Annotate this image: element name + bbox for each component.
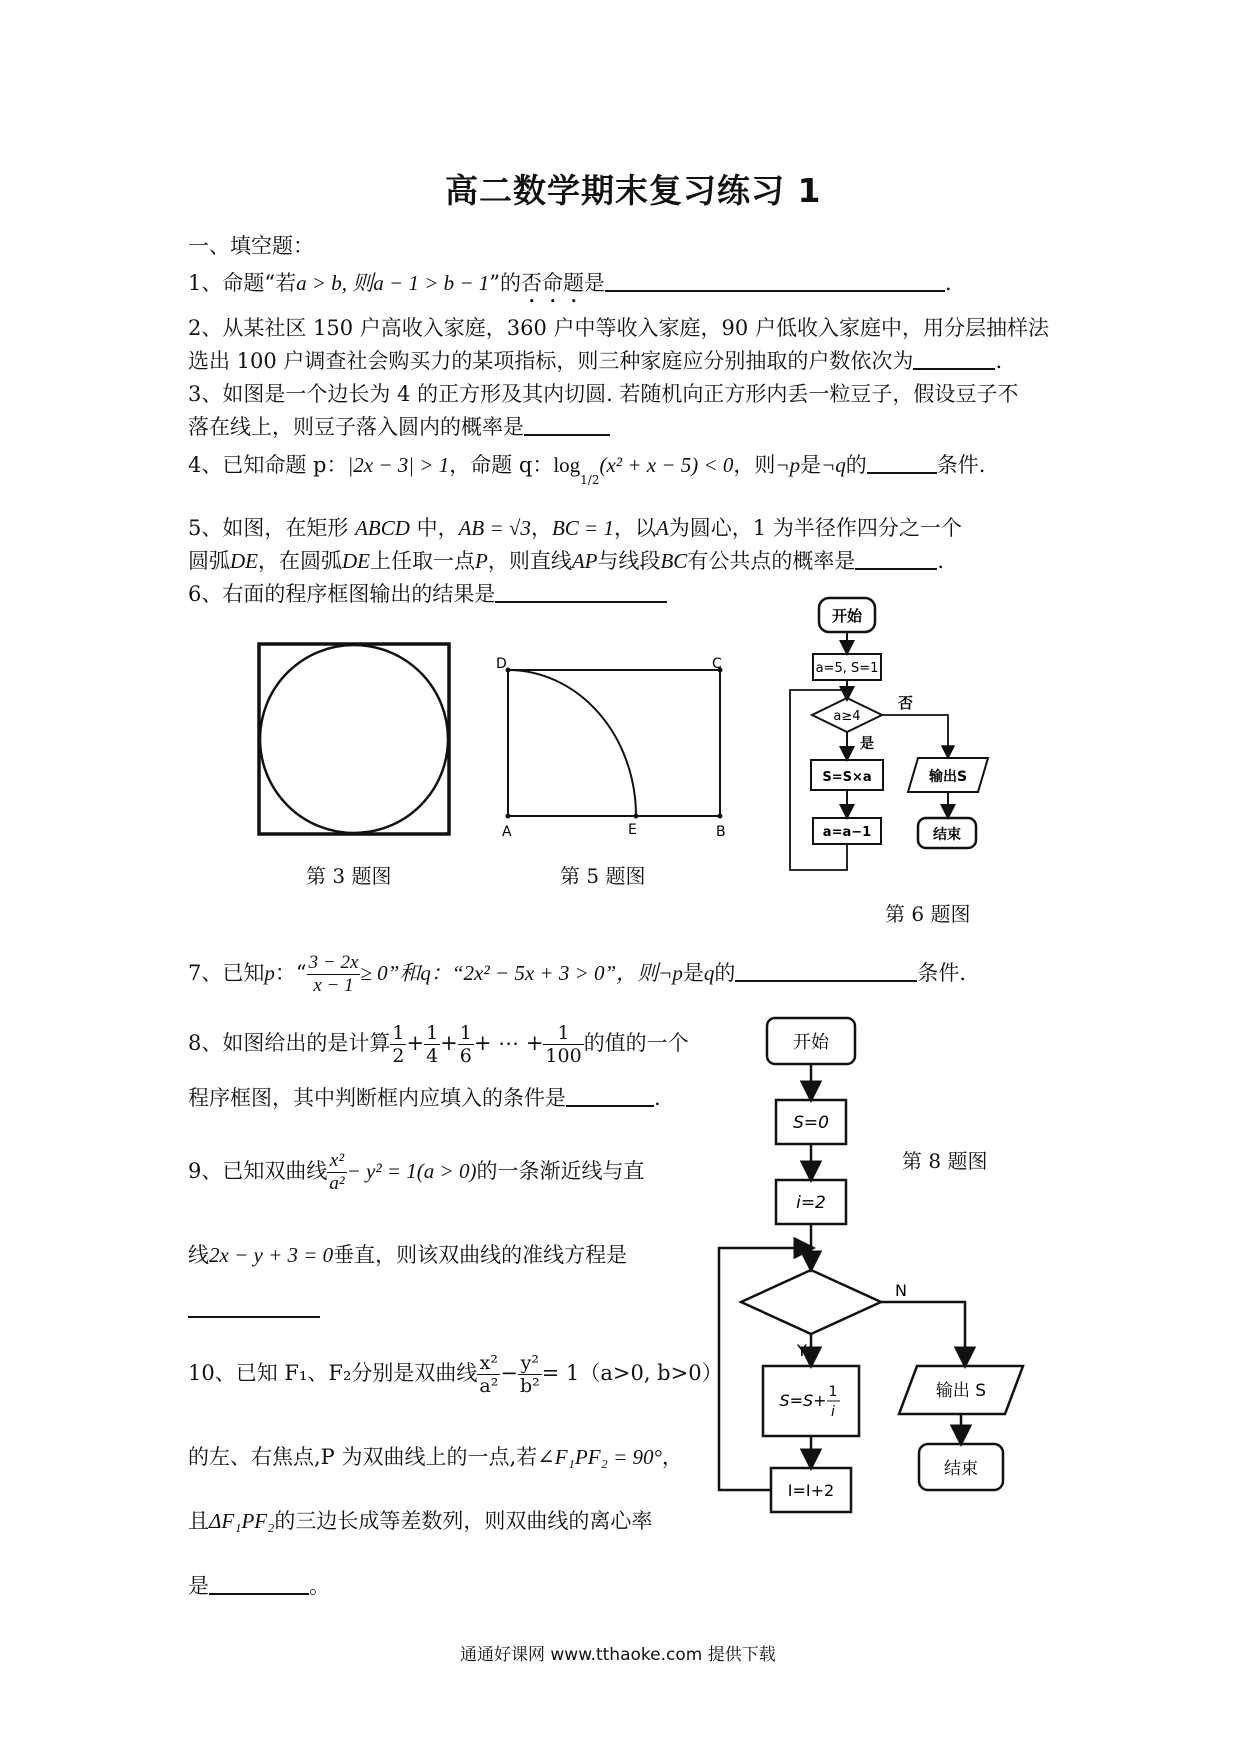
q4-math-p: |2x − 3| > 1 [347,453,450,477]
fc8-output-label: 输出 S [935,1381,987,1401]
q10-den-1: a² [479,1375,499,1397]
q8-t2-num: 1 [426,1022,439,1044]
fc8-loop-line [719,1248,811,1490]
page-title: 高二数学期末复习练习 1 [445,171,822,210]
fc6-init-label: a=5, S=1 [815,661,879,676]
figure-5-caption: 第 5 题图 [560,864,646,888]
q5-math-de-2: DE [342,549,370,573]
question-2-line-2 [188,348,1002,374]
fc6-cond-label: a≥4 [833,709,861,724]
fc8-inc-label: I=I+2 [787,1481,835,1500]
q8-t3-num: 1 [459,1022,472,1044]
fc8-frac-den: i [831,1404,835,1420]
q5-math-ab: AB = √3 [458,516,531,540]
answer-blank-2[interactable] [913,348,995,370]
q4-not-q: ¬q [821,453,846,477]
question-2-line-1: 2、从某社区 150 户高收入家庭，360 户中等收入家庭，90 户低收入家庭中，用分层抽样法 [188,316,1049,340]
point-a [506,814,511,819]
q6-text: 6、右面的程序框图输出的结果是 [188,582,496,606]
q7-text-j: 的 [714,961,736,985]
q10-end: 。 [309,1574,330,1598]
q7-q: q [420,961,431,985]
label-d: D [496,656,507,672]
inscribed-circle [260,645,448,833]
fc8-proc-label: S=S+ [779,1391,827,1410]
q9-text-c: 的一条渐近线与直 [476,1159,645,1183]
question-10-line-3 [188,1508,652,1534]
q8-term-1 [390,1022,406,1067]
label-a: A [502,824,512,840]
q5-text-a: 5、如图，在矩形 [188,516,349,540]
rectangle-abcd [508,670,720,816]
question-1 [188,270,952,308]
q10-den-2: b² [519,1375,540,1397]
fc6-end-label: 结束 [933,827,961,843]
q4-not-p: ¬p [775,453,801,477]
q8-t3-den: 6 [459,1045,472,1067]
fc6-proc2-label: a=a−1 [822,825,872,840]
q5-math-abcd: ABCD [355,516,410,540]
figure-3-caption: 第 3 题图 [306,864,392,888]
answer-blank-6[interactable] [495,581,667,603]
page-footer: 通通好课网 www.tthaoke.com 提供下载 [460,1645,776,1665]
q1-text-2: ”的 [489,271,522,295]
q1-end: . [945,271,952,295]
q3-text: 落在线上，则豆子落入圆内的概率是 [188,415,524,439]
question-8-line-2 [188,1085,661,1111]
q5-math-ap: AP [571,549,598,573]
q4-text-j: 的 [845,453,867,477]
q9-math: − y² = 1(a > 0) [346,1159,477,1183]
q7-fraction [307,952,361,997]
q4-math-q: (x² + x − 5) < 0 [599,453,734,477]
q10-text-l2c: ， [661,1445,683,1469]
q5-text-i: 为圆心，1 为半径作四分之一个 [668,516,962,540]
q8-end: . [654,1086,661,1110]
q10-fraction-y [518,1352,542,1397]
q5-math-bc-2: BC [660,549,688,573]
fc8-no-label: N [895,1281,907,1300]
q5-math-de: DE [230,549,258,573]
q10-eq: = 1 [541,1361,580,1385]
answer-blank-4[interactable] [867,452,937,474]
q10-text-l3c: 的三边长成等差数列，则双曲线的离心率 [274,1509,653,1533]
fc8-start-label: 开始 [793,1032,829,1053]
q7-numerator: 3 − 2x [308,952,359,973]
figure-6-flowchart [780,590,1010,890]
q10-fraction-x [477,1352,500,1397]
label-c: C [712,656,722,672]
q4-text-h: 是 [800,453,822,477]
q9-den: a² [329,1173,345,1194]
point-e [634,814,639,819]
fc6-proc1-label: S=S×a [822,770,872,785]
question-7 [188,952,966,997]
answer-blank-9[interactable] [188,1296,320,1318]
q5-text-l2c: ，在圆弧 [258,549,342,573]
figure-6-caption: 第 6 题图 [885,902,971,926]
question-9-line-2 [188,1242,627,1268]
q7-text-h: 是 [682,961,704,985]
q2-text: 选出 100 户调查社会购买力的某项指标，则三种家庭应分别抽取的户数依次为 [188,349,914,373]
q8-text-line2: 程序框图，其中判断框内应填入的条件是 [188,1086,566,1110]
point-b [718,814,723,819]
q10-text-l3a: 且 [188,1509,209,1533]
q10-cond: （a>0, b>0） [579,1361,723,1385]
q7-text-d: ≥ 0”和 [360,961,421,985]
q8-dots: + ⋯ + [473,1031,544,1055]
question-8-line-1: 8、如图给出的是计算 $\frac{1}{2}$ + $\frac{1}{4}$ + $\frac{1}{6}$ + ⋯ + $\frac{1}{100}$ 的值的一个 [188,1022,689,1067]
q1-emphasis: 否命题 [521,271,585,295]
question-5-line-1 [188,515,962,541]
q4-log-base: 1/2 [580,473,600,487]
answer-blank-10[interactable] [209,1573,309,1595]
q10-triangle: ΔF₁PF₂ [209,1509,275,1533]
q5-math-bc: BC = 1 [551,516,614,540]
q5-text-c: 中， [416,516,459,540]
q7-text-k: 条件. [917,961,967,985]
question-3-line-2 [188,414,610,440]
q5-text-l2a: 圆弧 [188,549,230,573]
q10-text-l4a: 是 [188,1574,209,1598]
figure-8-caption: 第 8 题图 [902,1149,988,1173]
answer-blank-8[interactable] [566,1085,654,1107]
q9-num: x² [327,1150,346,1173]
q8-t4-num: 1 [543,1022,583,1045]
label-e: E [628,822,637,838]
q9-text-l2c: 垂直，则该双曲线的准线方程是 [333,1243,628,1267]
question-10-line-2 [188,1444,683,1470]
q4-text-c: ，命题 q： [449,453,554,477]
answer-blank-1[interactable] [605,270,945,292]
q8-text-b: 的值的一个 [583,1031,689,1055]
q5-text-l2e: 上任取一点 [370,549,475,573]
question-5-line-2 [188,548,944,574]
fc8-end-label: 结束 [944,1459,978,1479]
question-9-line-1 [188,1150,644,1195]
figure-5-rectangle-arc [490,650,740,840]
q10-text-l2a: 的左、右焦点,P 为双曲线上的一点,若 [188,1445,538,1469]
question-3-line-1: 3、如图是一个边长为 4 的正方形及其内切圆. 若随机向正方形内丢一粒豆子，假设豆子不 [188,382,1019,406]
q5-text-l2i: 与线段 [597,549,661,573]
q10-text-a: 10、已知 F₁、F₂分别是双曲线 [188,1361,478,1385]
q4-log: log [553,453,581,477]
q8-t2-den: 4 [426,1045,439,1067]
figure-8-flowchart [705,1010,1045,1530]
q10-angle: ∠F₁PF₂ = 90° [537,1445,662,1469]
question-6 [188,581,667,607]
q9-text-a: 9、已知双曲线 [188,1159,328,1183]
q10-num-2: y² [518,1352,542,1375]
question-4 [188,452,986,487]
fc8-frac-num: 1 [828,1384,838,1400]
q7-not-p: ¬p [658,961,683,985]
arc-de [508,670,636,816]
q5-text-l2k: 有公共点的概率是 [687,549,856,573]
q9-math-line: 2x − y + 3 = 0 [209,1243,334,1267]
q2-end: . [995,349,1003,373]
q8-term-2 [424,1022,440,1067]
q7-denominator: x − 1 [313,975,354,996]
answer-blank-7[interactable] [735,960,917,982]
fc8-yes-label: Y [797,1341,807,1360]
q10-num-1: x² [477,1352,500,1375]
q5-text-g: ，以 [613,516,656,540]
figure-3-square-circle [255,640,455,840]
q5-end: . [937,549,945,573]
q9-fraction [327,1150,346,1195]
q7-p: p [264,961,275,985]
fc6-start-label: 开始 [831,607,863,625]
answer-blank-5[interactable] [855,548,937,570]
q8-t4-den: 100 [545,1045,582,1067]
q8-t1-den: 2 [392,1045,405,1067]
answer-blank-3[interactable] [524,414,610,436]
q10-minus: − [500,1361,518,1385]
q8-t1-num: 1 [392,1022,405,1044]
fc8-s0-label: S=0 [793,1113,829,1133]
q7-text-a: 7、已知 [188,961,265,985]
q4-text-f: ，则 [733,453,776,477]
fc6-yes-label: 是 [860,736,874,752]
q8-text-a: 8、如图给出的是计算 [188,1031,391,1055]
fc6-no-label: 否 [898,694,914,712]
q5-math-p: P [475,549,488,573]
fc8-cond-diamond [741,1270,881,1334]
q5-text-l2g: ，则直线 [487,549,572,573]
q1-text: 1、命题“若 [188,271,297,295]
q5-math-a: A [655,516,669,540]
q4-text-k: 条件. [936,453,986,477]
fc6-output-label: 输出S [928,769,968,785]
fc8-i2-label: i=2 [796,1193,826,1213]
q8-term-4 [543,1022,583,1067]
section-header: 一、填空题： [188,234,314,258]
q7-text-f: ：“2x² − 5x + 3 > 0”，则 [430,961,659,985]
q9-text-l2a: 线 [188,1243,209,1267]
question-10-line-4 [188,1573,330,1599]
q7-text-c: ：“ [274,961,307,985]
question-10-line-1 [188,1352,723,1397]
q1-text-3: 是 [584,271,606,295]
q5-text-e: ， [530,516,552,540]
q4-text-a: 4、已知命题 p： [188,453,348,477]
q8-term-3 [458,1022,474,1067]
q7-q-2: q [703,961,715,985]
q1-math: a > b, 则a − 1 > b − 1 [296,271,490,295]
label-b: B [716,824,726,840]
